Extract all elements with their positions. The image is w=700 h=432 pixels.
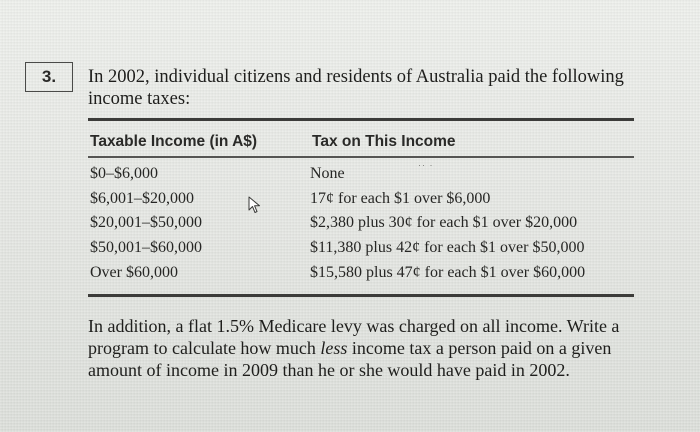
row-income: $6,001–$20,000 [90,190,194,207]
row-tax: None [310,165,345,182]
row-tax: $15,580 plus 47¢ for each $1 over $60,000 [310,264,586,281]
outro-emphasis: less [320,338,348,358]
print-speck: ·· · [418,160,434,170]
question-outro [88,315,648,381]
question-number: 3. [41,67,57,86]
table-header-rule [88,156,634,158]
table-bottom-rule [88,294,634,297]
mouse-pointer-icon [248,196,262,214]
row-income: $20,001–$50,000 [90,214,202,231]
header-taxable-income: Taxable Income (in A$) [90,133,258,150]
row-income: Over $60,000 [90,264,178,281]
header-tax-on-income: Tax on This Income [312,133,456,150]
row-income: $50,001–$60,000 [90,239,202,256]
row-tax: $2,380 plus 30¢ for each $1 over $20,000 [310,214,578,231]
row-income: $0–$6,000 [90,165,158,182]
table-top-rule [88,118,634,121]
question-number-box [25,62,73,92]
outro-text-start: In addition, a flat 1.5% Medicare levy was charged on all income. Write a program to calculate how much [88,316,620,358]
question-intro: In 2002, individual citizens and residents of Australia paid the following income taxes: [88,67,624,109]
outro-text-end: income tax a person paid on a given amount of income in 2009 than he or she would have paid in 2002. [88,338,612,380]
row-tax: 17¢ for each $1 over $6,000 [310,190,491,207]
row-tax: $11,380 plus 42¢ for each $1 over $50,000 [310,239,585,256]
